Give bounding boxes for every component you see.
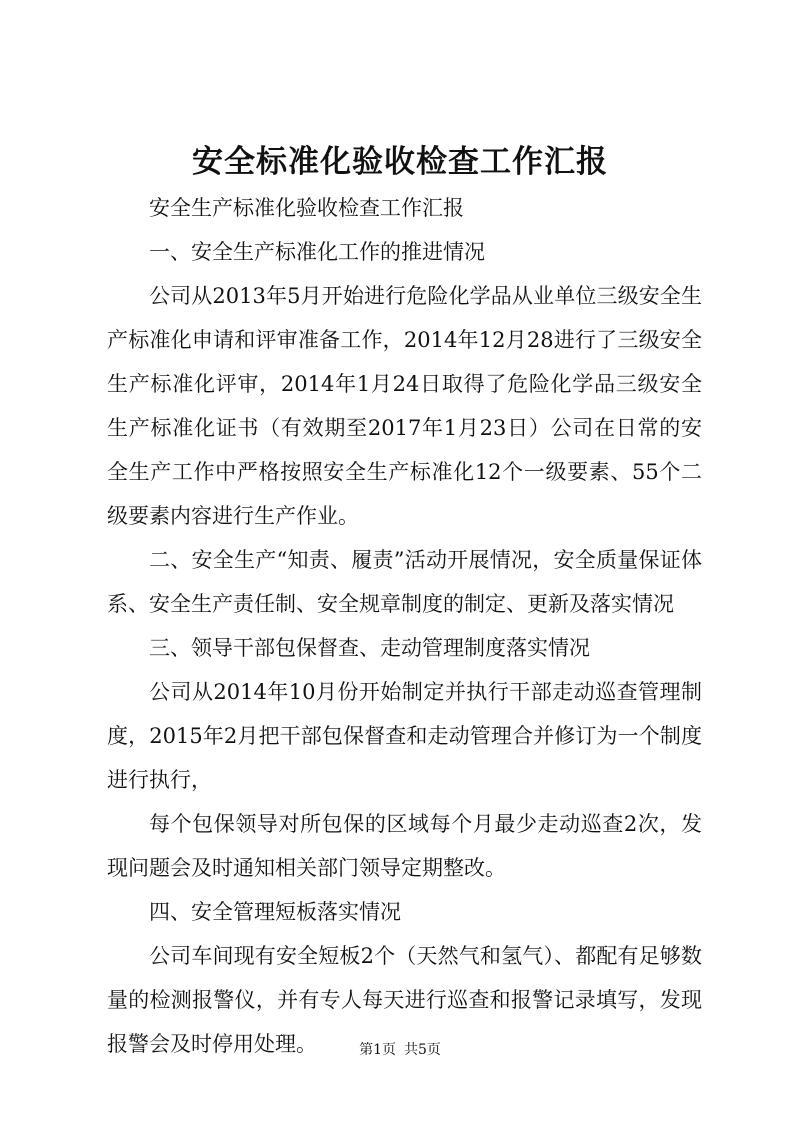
page-total: 共5页 (404, 1042, 441, 1058)
section-heading-2: 二、安全生产“知责、履责”活动开展情况，安全质量保证体系、安全生产责任制、安全规章制度的制定、更新及落实情况 (107, 548, 702, 616)
paragraph-section-3b: 每个包保领导对所包保的区域每个月最少走动巡查2次，发现问题会及时通知相关部门领导定期整改。 (107, 812, 702, 880)
page-number: 第1页 (359, 1042, 396, 1058)
section-heading-3: 三、领导干部包保督查、走动管理制度落实情况 (149, 636, 590, 660)
paragraph-section-1: 公司从2013年5月开始进行危险化学品从业单位三级安全生产标准化申请和评审准备工作，2014年12月28进行了三级安全生产标准化评审，2014年1月24日取得了危险化学品三级安全生产标准化证书（有效期至2017年1月23日）公司在日常的安全生产工作中严格按照安全生产标准化12个一级要素、55个二级要素内容进行生产作业。 (107, 284, 702, 528)
paragraph-section-3a: 公司从2014年10月份开始制定并执行干部走动巡查管理制度，2015年2月把干部包保督查和走动管理合并修订为一个制度进行执行， (107, 680, 702, 792)
document-body (107, 186, 702, 1066)
paragraph-subtitle: 安全生产标准化验收检查工作汇报 (149, 196, 464, 220)
paragraph-section-4: 公司车间现有安全短板2个（天然气和氢气）、都配有足够数量的检测报警仪，并有专人每天进行巡查和报警记录填写，发现报警会及时停用处理。 (107, 944, 702, 1056)
page-footer (0, 1040, 800, 1060)
section-heading-4: 四、安全管理短板落实情况 (149, 900, 401, 924)
section-heading-1: 一、安全生产标准化工作的推进情况 (149, 240, 485, 264)
page-title: 安全标准化验收检查工作汇报 (192, 144, 608, 180)
